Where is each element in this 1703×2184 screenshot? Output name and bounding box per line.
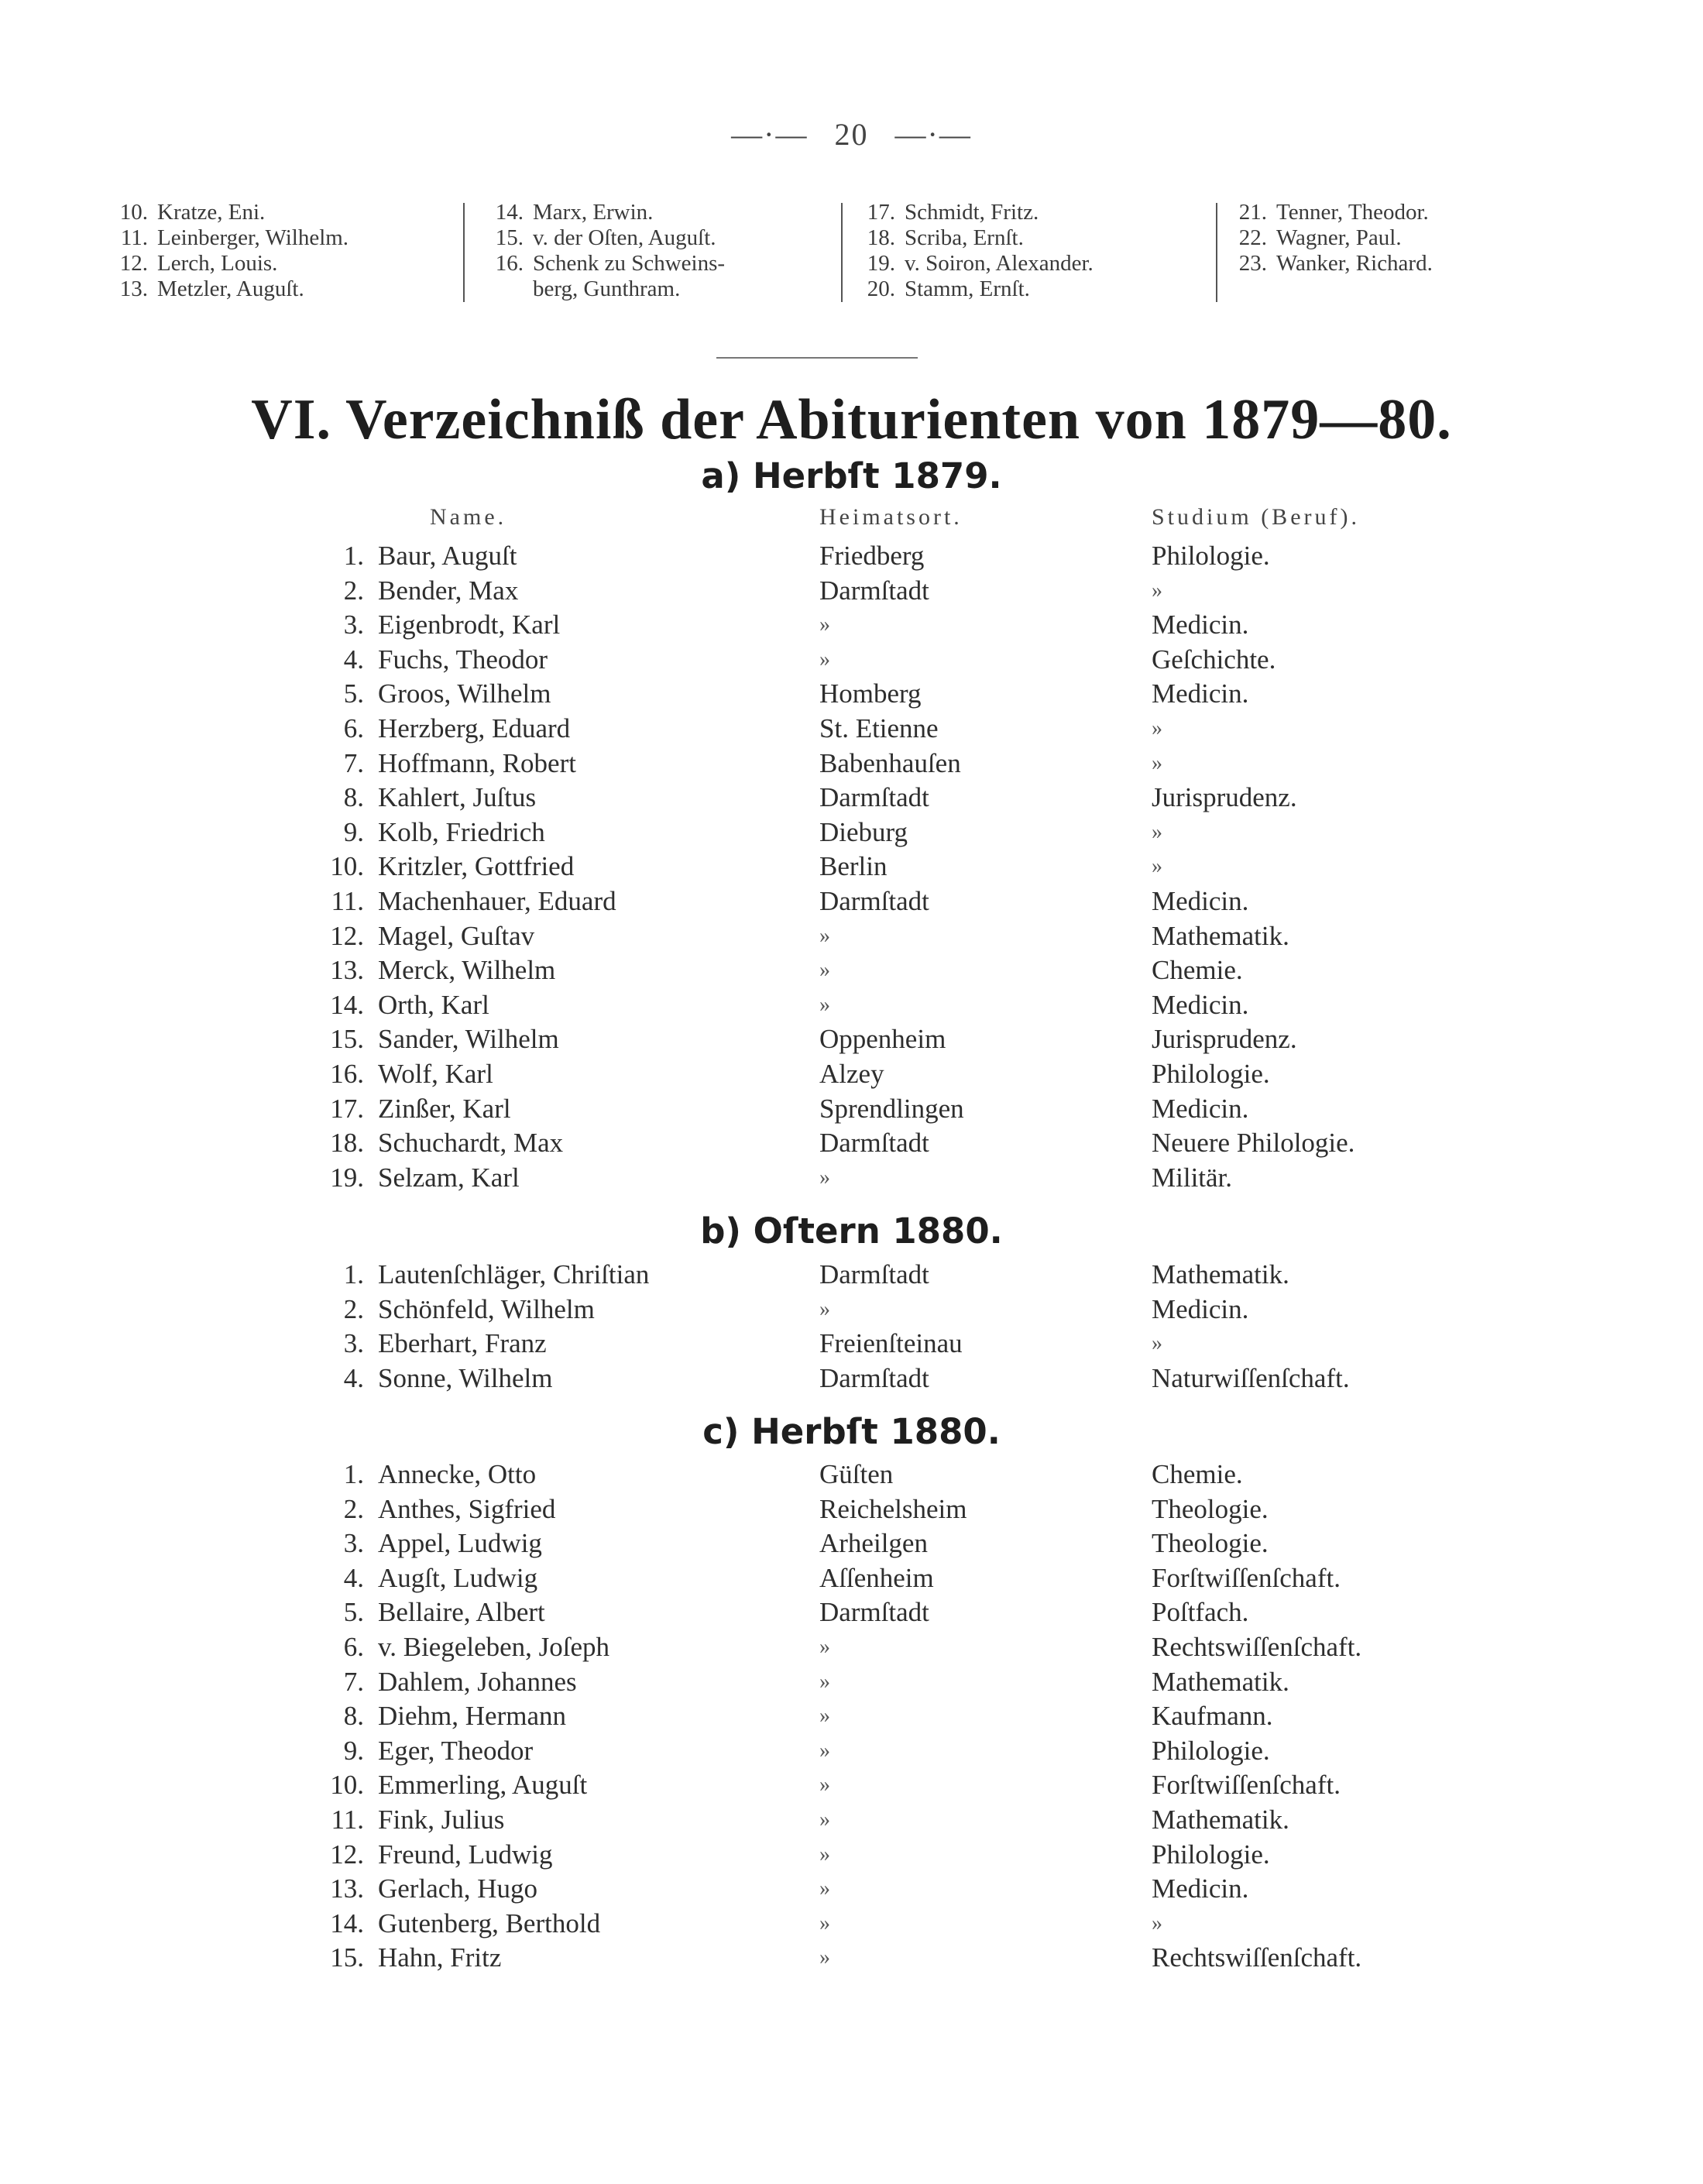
table-row [0, 1595, 1703, 1630]
hometown: » [819, 647, 830, 671]
table-row [0, 1022, 1703, 1057]
row-number: 2. [343, 1493, 364, 1524]
student-name: Fuchs, Theodor [378, 644, 548, 675]
student-name: Bender, Max [378, 575, 519, 606]
hometown: Freienſteinau [819, 1328, 963, 1359]
row-number: 1. [343, 1259, 364, 1289]
row-number: 9. [343, 1735, 364, 1766]
student-name: Lautenſchläger, Chriſtian [378, 1259, 650, 1289]
student-name: Gerlach, Hugo [378, 1873, 538, 1904]
study-field: Medicin. [1152, 989, 1249, 1020]
study-field: Forſtwiſſenſchaft. [1152, 1770, 1341, 1801]
table-row [0, 1768, 1703, 1803]
student-name: Baur, Auguſt [378, 541, 517, 571]
student-name: Orth, Karl [378, 989, 489, 1020]
row-number: 3. [343, 1328, 364, 1359]
study-field: Forſtwiſſenſchaft. [1152, 1562, 1341, 1593]
row-number: 9. [343, 816, 364, 847]
row-number: 11. [331, 885, 364, 916]
study-field: Philologie. [1152, 1058, 1270, 1089]
hometown: Darmſtadt [819, 885, 929, 916]
hometown: » [819, 1807, 830, 1832]
row-number: 15. [330, 1942, 364, 1973]
row-number: 10. [330, 1770, 364, 1801]
row-number: 5. [343, 678, 364, 709]
table-row [0, 1057, 1703, 1092]
hometown: » [819, 1634, 830, 1659]
list-item: 20. Stamm, Ernſt. [867, 276, 1030, 301]
row-number: 4. [343, 1362, 364, 1393]
student-name: Herzberg, Eduard [378, 713, 571, 743]
student-name: Sander, Wilhelm [378, 1024, 559, 1055]
student-name: Kahlert, Juſtus [378, 782, 537, 813]
study-field: Rechtswiſſenſchaft. [1152, 1942, 1362, 1973]
list-item: 13. Metzler, Auguſt. [119, 276, 304, 301]
student-name: Schönfeld, Wilhelm [378, 1293, 595, 1324]
study-field: » [1152, 1331, 1162, 1356]
row-number: 18. [330, 1128, 364, 1159]
student-name: Eigenbrodt, Karl [378, 610, 561, 640]
study-field: » [1152, 578, 1162, 603]
study-field: Philologie. [1152, 1839, 1270, 1870]
student-name: Eberhart, Franz [378, 1328, 547, 1359]
hometown: Güſten [819, 1459, 894, 1489]
hometown: » [819, 1911, 830, 1935]
table-row [0, 608, 1703, 643]
student-name: Freund, Ludwig [378, 1839, 553, 1870]
page-number-value: 20 [834, 117, 869, 152]
row-number: 11. [331, 1804, 364, 1835]
list-item: 18. Scriba, Ernſt. [867, 225, 1024, 250]
study-field: Geſchichte. [1152, 644, 1276, 675]
hometown: Darmſtadt [819, 1597, 929, 1628]
table-row [0, 747, 1703, 781]
study-field: Medicin. [1152, 885, 1249, 916]
hometown: Oppenheim [819, 1024, 946, 1055]
column-divider [841, 203, 843, 302]
table-herbst-1880 [0, 1458, 1703, 1976]
student-name: Anthes, Sigfried [378, 1493, 556, 1524]
study-field: Medicin. [1152, 678, 1249, 709]
table-row [0, 781, 1703, 816]
study-field: Poſtfach. [1152, 1597, 1249, 1628]
list-item: 21. Tenner, Theodor. [1238, 200, 1429, 225]
list-item: 14. Marx, Erwin. [495, 200, 654, 225]
table-row [0, 1492, 1703, 1527]
student-name: Bellaire, Albert [378, 1597, 545, 1628]
study-field: Chemie. [1152, 1459, 1243, 1489]
student-name: Sonne, Wilhelm [378, 1362, 553, 1393]
table-row [0, 1872, 1703, 1907]
hometown: » [819, 1669, 830, 1694]
student-name: Diehm, Hermann [378, 1701, 566, 1732]
study-field: » [1152, 854, 1162, 879]
table-row [0, 643, 1703, 678]
table-row [0, 919, 1703, 954]
table-row [0, 574, 1703, 609]
hometown: » [819, 1842, 830, 1866]
student-name: Hoffmann, Robert [378, 747, 576, 778]
student-name: Emmerling, Auguſt [378, 1770, 588, 1801]
hometown: Alzey [819, 1058, 884, 1089]
student-name: Eger, Theodor [378, 1735, 534, 1766]
student-name: Wolf, Karl [378, 1058, 493, 1089]
hometown: » [819, 1877, 830, 1901]
ornament-right: —·— [894, 117, 972, 152]
study-field: Mathematik. [1152, 920, 1289, 951]
hometown: Babenhauſen [819, 747, 961, 778]
study-field: Chemie. [1152, 955, 1243, 986]
hometown: Darmſtadt [819, 575, 929, 606]
study-field: Naturwiſſenſchaft. [1152, 1362, 1350, 1393]
table-row [0, 1941, 1703, 1976]
student-name: Machenhauer, Eduard [378, 885, 616, 916]
table-row [0, 816, 1703, 850]
table-row [0, 988, 1703, 1023]
table-row [0, 1126, 1703, 1161]
row-number: 5. [343, 1597, 364, 1628]
hometown: Homberg [819, 678, 922, 709]
study-field: Medicin. [1152, 610, 1249, 640]
row-number: 14. [330, 989, 364, 1020]
table-row [0, 1907, 1703, 1942]
column-divider [463, 203, 465, 302]
table-row [0, 677, 1703, 712]
table-row [0, 1526, 1703, 1561]
hometown: Berlin [819, 851, 888, 882]
hometown: St. Etienne [819, 713, 939, 743]
study-field: Mathematik. [1152, 1666, 1289, 1697]
hometown: Aſſenheim [819, 1562, 934, 1593]
student-name: v. Biegeleben, Joſeph [378, 1631, 610, 1662]
student-name: Selzam, Karl [378, 1162, 520, 1193]
study-field: » [1152, 750, 1162, 775]
page-number [0, 116, 1703, 153]
student-name: Hahn, Fritz [378, 1942, 502, 1973]
study-field: Medicin. [1152, 1093, 1249, 1124]
student-name: Annecke, Otto [378, 1459, 537, 1489]
row-number: 2. [343, 575, 364, 606]
section-heading-c: c) Herbſt 1880. [702, 1411, 1001, 1452]
row-number: 6. [343, 1631, 364, 1662]
row-number: 4. [343, 644, 364, 675]
study-field: Jurisprudenz. [1152, 1024, 1297, 1055]
study-field: Rechtswiſſenſchaft. [1152, 1631, 1362, 1662]
student-name: Augſt, Ludwig [378, 1562, 538, 1593]
study-field: » [1152, 819, 1162, 844]
list-item: 10. Kratze, Eni. [119, 200, 266, 225]
study-field: » [1152, 1911, 1162, 1935]
list-item-continuation: berg, Gunthram. [533, 276, 681, 301]
previous-list-column-4 [1224, 200, 1433, 276]
hometown: Darmſtadt [819, 1128, 929, 1159]
previous-list-column-2 [480, 200, 725, 302]
student-name: Groos, Wilhelm [378, 678, 551, 709]
student-name: Zinßer, Karl [378, 1093, 511, 1124]
hometown: » [819, 613, 830, 637]
row-number: 14. [330, 1908, 364, 1938]
study-field: Theologie. [1152, 1528, 1269, 1559]
previous-list-column-1 [105, 200, 348, 302]
student-name: Merck, Wilhelm [378, 955, 556, 986]
hometown: » [819, 1738, 830, 1763]
hometown: » [819, 1296, 830, 1321]
hometown: » [819, 1773, 830, 1798]
row-number: 16. [330, 1058, 364, 1089]
hometown: » [819, 1704, 830, 1729]
study-field: Philologie. [1152, 1735, 1270, 1766]
student-name: Dahlem, Johannes [378, 1666, 577, 1697]
list-item: 23. Wanker, Richard. [1238, 251, 1433, 276]
list-item: 22. Wagner, Paul. [1238, 225, 1402, 250]
row-number: 8. [343, 1701, 364, 1732]
table-row [0, 1699, 1703, 1734]
row-number: 19. [330, 1162, 364, 1193]
hometown: Darmſtadt [819, 1259, 929, 1289]
table-row [0, 539, 1703, 574]
student-name: Kolb, Friedrich [378, 816, 545, 847]
row-number: 17. [330, 1093, 364, 1124]
row-number: 13. [330, 1873, 364, 1904]
row-number: 15. [330, 1024, 364, 1055]
study-field: Medicin. [1152, 1873, 1249, 1904]
table-row [0, 1161, 1703, 1196]
section-divider [716, 357, 918, 359]
row-number: 1. [343, 541, 364, 571]
list-item: 16. Schenk zu Schweins- [495, 251, 726, 276]
study-field: Philologie. [1152, 541, 1270, 571]
hometown: Arheilgen [819, 1528, 928, 1559]
study-field: Neuere Philologie. [1152, 1128, 1355, 1159]
section-heading-a: a) Herbſt 1879. [701, 455, 1002, 496]
hometown: Darmſtadt [819, 1362, 929, 1393]
hometown: Reichelsheim [819, 1493, 967, 1524]
table-row [0, 712, 1703, 747]
ornament-left: —·— [731, 117, 809, 152]
row-number: 7. [343, 1666, 364, 1697]
study-field: Militär. [1152, 1162, 1233, 1193]
list-item: 17. Schmidt, Fritz. [867, 200, 1039, 225]
study-field: » [1152, 716, 1162, 740]
hometown: » [819, 923, 830, 948]
student-name: Magel, Guſtav [378, 920, 535, 951]
list-item: 15. v. der Oſten, Auguſt. [495, 225, 716, 250]
hometown: » [819, 958, 830, 983]
table-herbst-1879 [0, 539, 1703, 1195]
list-item: 11. Leinberger, Wilhelm. [120, 225, 349, 250]
row-number: 1. [343, 1459, 364, 1489]
table-row [0, 1630, 1703, 1665]
row-number: 2. [343, 1293, 364, 1324]
student-name: Appel, Ludwig [378, 1528, 542, 1559]
row-number: 3. [343, 1528, 364, 1559]
hometown: » [819, 1165, 830, 1190]
row-number: 13. [330, 955, 364, 986]
table-row [0, 1838, 1703, 1873]
row-number: 12. [330, 920, 364, 951]
row-number: 8. [343, 782, 364, 813]
student-name: Schuchardt, Max [378, 1128, 564, 1159]
study-field: Kaufmann. [1152, 1701, 1273, 1732]
row-number: 4. [343, 1562, 364, 1593]
table-row [0, 1734, 1703, 1769]
table-row [0, 884, 1703, 919]
column-header-name: Name. [430, 504, 507, 530]
student-name: Gutenberg, Berthold [378, 1908, 601, 1938]
table-row [0, 1561, 1703, 1596]
study-field: Theologie. [1152, 1493, 1269, 1524]
table-row [0, 1293, 1703, 1327]
study-field: Medicin. [1152, 1293, 1249, 1324]
previous-list-column-3 [852, 200, 1094, 302]
table-row [0, 1803, 1703, 1838]
hometown: Friedberg [819, 541, 925, 571]
student-name: Kritzler, Gottfried [378, 851, 575, 882]
section-heading-b: b) Oſtern 1880. [700, 1210, 1003, 1252]
hometown: Dieburg [819, 816, 908, 847]
study-field: Mathematik. [1152, 1804, 1289, 1835]
table-row [0, 1258, 1703, 1293]
column-header-study: Studium (Beruf). [1152, 504, 1360, 530]
table-row [0, 1092, 1703, 1127]
table-row [0, 953, 1703, 988]
row-number: 3. [343, 610, 364, 640]
hometown: Darmſtadt [819, 782, 929, 813]
row-number: 6. [343, 713, 364, 743]
column-divider [1216, 203, 1217, 302]
row-number: 10. [330, 851, 364, 882]
table-row [0, 1362, 1703, 1396]
previous-list [0, 200, 1703, 316]
study-field: Jurisprudenz. [1152, 782, 1297, 813]
list-item: 12. Lerch, Louis. [119, 251, 278, 276]
study-field: Mathematik. [1152, 1259, 1289, 1289]
table-row [0, 1458, 1703, 1492]
hometown: Sprendlingen [819, 1093, 964, 1124]
hometown: » [819, 992, 830, 1017]
student-name: Fink, Julius [378, 1804, 505, 1835]
page-title: VI. Verzeichniß der Abiturienten von 1879—80. [251, 388, 1452, 452]
column-header-hometown: Heimatsort. [819, 504, 963, 530]
list-item: 19. v. Soiron, Alexander. [867, 251, 1094, 276]
table-ostern-1880 [0, 1258, 1703, 1396]
row-number: 7. [343, 747, 364, 778]
table-row [0, 1665, 1703, 1700]
table-row [0, 1327, 1703, 1362]
row-number: 12. [330, 1839, 364, 1870]
table-row [0, 850, 1703, 884]
hometown: » [819, 1945, 830, 1970]
